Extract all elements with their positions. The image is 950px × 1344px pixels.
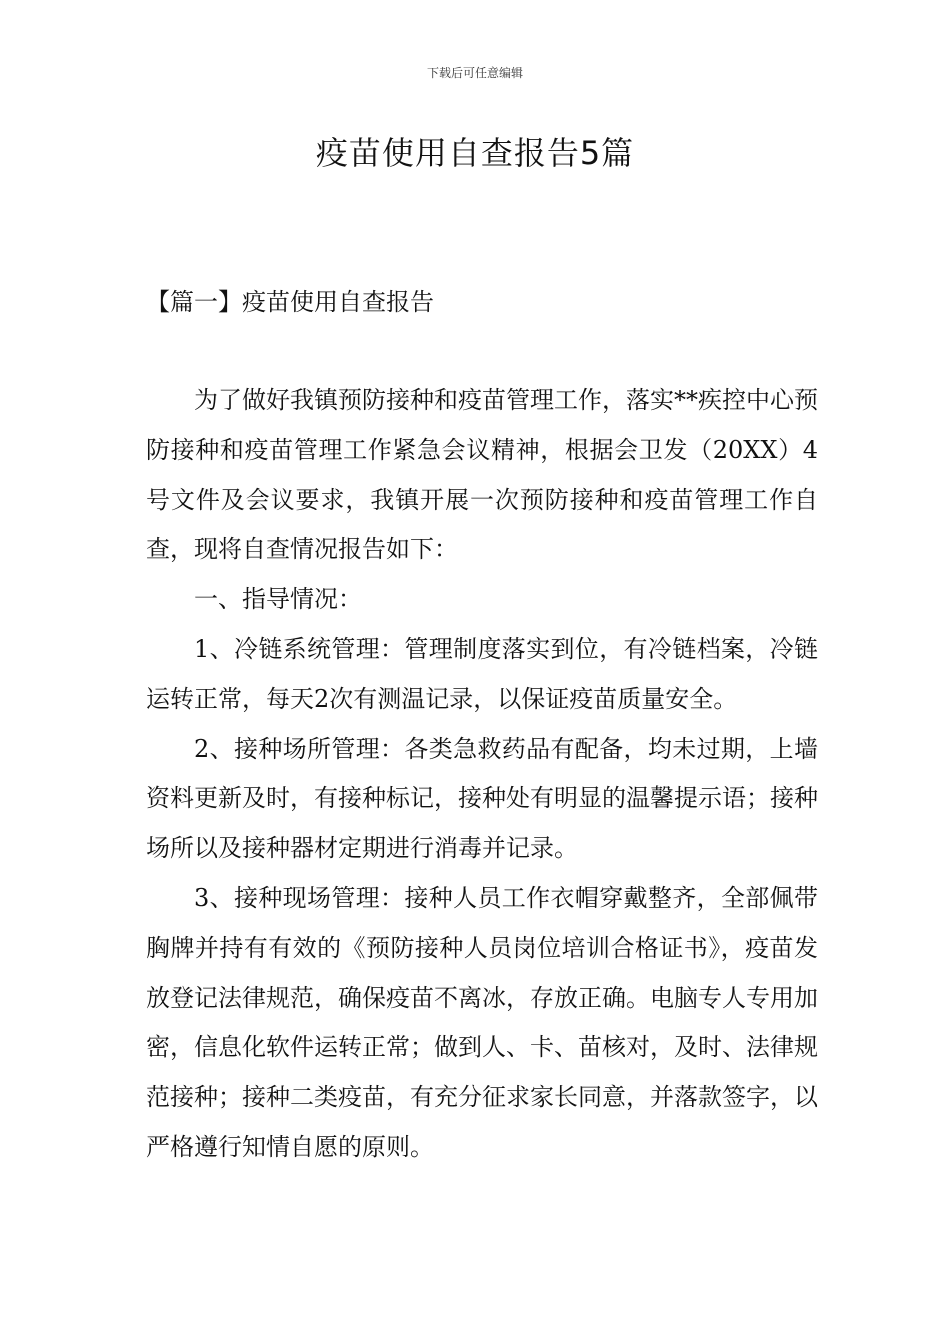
paragraph-intro: 为了做好我镇预防接种和疫苗管理工作，落实**疾控中心预防接种和疫苗管理工作紧急会议精神，根据会卫发（20XX）4号文件及会议要求，我镇开展一次预防接种和疫苗管理工作自查，现将自查情况报告如下： xyxy=(146,386,818,564)
section-heading: 【篇一】疫苗使用自查报告 xyxy=(146,288,434,316)
document-title: 疫苗使用自查报告5篇 xyxy=(315,134,635,172)
paragraph-onsite-management: 3、接种现场管理：接种人员工作衣帽穿戴整齐，全部佩带胸牌并持有有效的《预防接种人员岗位培训合格证书》，疫苗发放登记法律规范，确保疫苗不离冰，存放正确。电脑专人专用加密，信息化软件运转正常；做到人、卡、苗核对，及时、法律规范接种；接种二类疫苗，有充分征求家长同意，并落款签字，以严格遵行知情自愿的原则。 xyxy=(146,883,818,1161)
paragraph-cold-chain: 1、冷链系统管理：管理制度落实到位，有冷链档案，冷链运转正常，每天2次有测温记录，以保证疫苗质量安全。 xyxy=(146,634,818,713)
body-text xyxy=(146,376,818,1173)
header-note: 下载后可任意编辑 xyxy=(426,66,523,80)
paragraph-vaccination-site: 2、接种场所管理：各类急救药品有配备，均未过期，上墙资料更新及时，有接种标记，接种处有明显的温馨提示语；接种场所以及接种器材定期进行消毒并记录。 xyxy=(146,734,818,863)
paragraph-guidance-heading: 一、指导情况： xyxy=(194,585,362,614)
